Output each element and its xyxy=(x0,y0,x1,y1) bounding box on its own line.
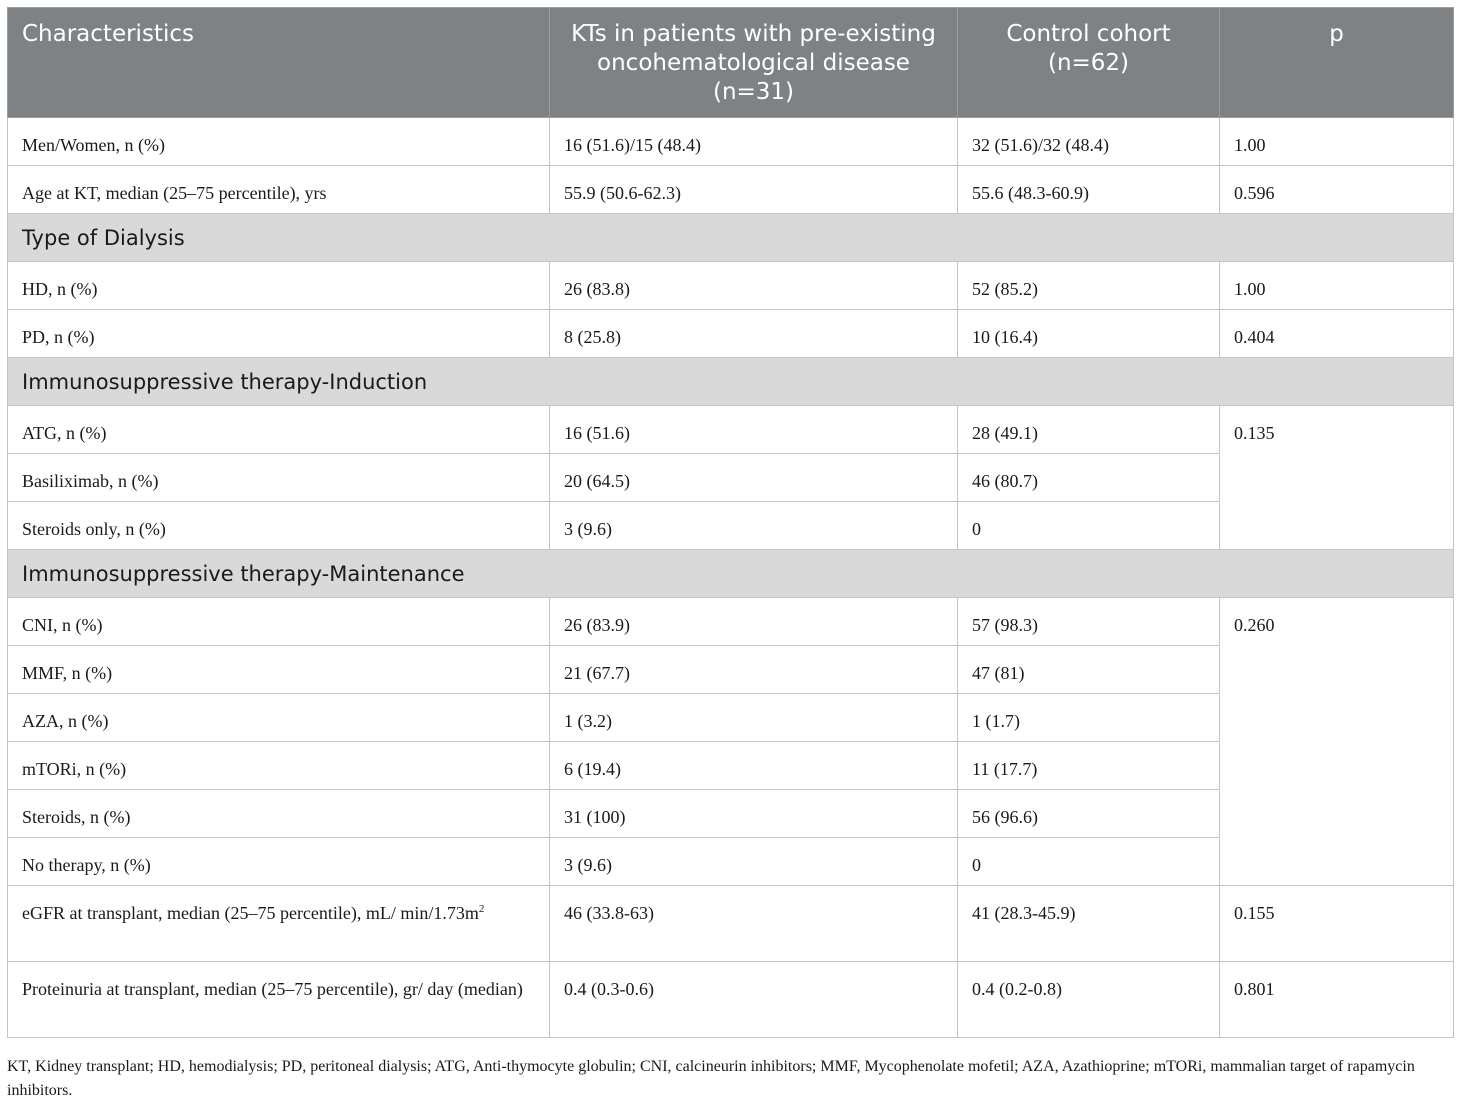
table-row xyxy=(8,166,1454,214)
table-cell: 46 (33.8-63) xyxy=(550,886,958,962)
section-heading: Immunosuppressive therapy-Induction xyxy=(8,358,1454,406)
p-value-cell-maintenance: 0.260 xyxy=(1220,598,1454,886)
column-header-characteristics: Characteristics xyxy=(8,8,550,118)
table-cell: 0.404 xyxy=(1220,310,1454,358)
table-cell: 52 (85.2) xyxy=(958,262,1220,310)
table-cell: Basiliximab, n (%) xyxy=(8,454,550,502)
table-cell: 6 (19.4) xyxy=(550,742,958,790)
table-cell: Men/Women, n (%) xyxy=(8,118,550,166)
table-cell: Proteinuria at transplant, median (25–75 percentile), gr/ day (median) xyxy=(8,962,550,1038)
table-row xyxy=(8,310,1454,358)
table-cell: 8 (25.8) xyxy=(550,310,958,358)
table-row xyxy=(8,118,1454,166)
egfr-label: eGFR at transplant, median (25–75 percentile), mL/ min/1.73m xyxy=(22,903,479,923)
table-cell: 11 (17.7) xyxy=(958,742,1220,790)
table-cell: Age at KT, median (25–75 percentile), yrs xyxy=(8,166,550,214)
table-row xyxy=(8,598,1454,646)
section-row-dialysis xyxy=(8,214,1454,262)
table-cell: 0.155 xyxy=(1220,886,1454,962)
table-cell: 1.00 xyxy=(1220,118,1454,166)
table-cell: 1 (3.2) xyxy=(550,694,958,742)
table-cell: 0 xyxy=(958,838,1220,886)
table-cell: 56 (96.6) xyxy=(958,790,1220,838)
table-cell: 10 (16.4) xyxy=(958,310,1220,358)
table-cell: 31 (100) xyxy=(550,790,958,838)
table-footnote: KT, Kidney transplant; HD, hemodialysis; PD, peritoneal dialysis; ATG, Anti-thymocyte globulin; CNI, calcineurin inhibitors; MMF, Mycophenolate mofetil; AZA, Azathioprine; mTORi, mammalian target of rapamycin inhibitors. xyxy=(7,1058,1415,1099)
table-cell: 0.596 xyxy=(1220,166,1454,214)
table-cell: 3 (9.6) xyxy=(550,502,958,550)
table-cell: No therapy, n (%) xyxy=(8,838,550,886)
header-row xyxy=(8,8,1454,118)
section-row-maintenance xyxy=(8,550,1454,598)
table-row xyxy=(8,962,1454,1038)
table-cell: ATG, n (%) xyxy=(8,406,550,454)
table-cell: 16 (51.6) xyxy=(550,406,958,454)
table-cell: MMF, n (%) xyxy=(8,646,550,694)
table-cell: 46 (80.7) xyxy=(958,454,1220,502)
table-cell: 0 xyxy=(958,502,1220,550)
table-cell: 0.4 (0.2-0.8) xyxy=(958,962,1220,1038)
table-cell: PD, n (%) xyxy=(8,310,550,358)
table-cell: AZA, n (%) xyxy=(8,694,550,742)
table-cell: 26 (83.9) xyxy=(550,598,958,646)
column-header-kt-cohort: KTs in patients with pre-existing oncohematological disease (n=31) xyxy=(550,8,958,118)
table-cell: 0.4 (0.3-0.6) xyxy=(550,962,958,1038)
table-cell: 26 (83.8) xyxy=(550,262,958,310)
table-cell: 47 (81) xyxy=(958,646,1220,694)
table-cell: 21 (67.7) xyxy=(550,646,958,694)
column-header-control-cohort: Control cohort (n=62) xyxy=(958,8,1220,118)
table-cell: 20 (64.5) xyxy=(550,454,958,502)
superscript: 2 xyxy=(478,903,485,915)
table-row xyxy=(8,406,1454,454)
table-cell: 1.00 xyxy=(1220,262,1454,310)
table-cell: HD, n (%) xyxy=(8,262,550,310)
table-cell: Steroids only, n (%) xyxy=(8,502,550,550)
table-row xyxy=(8,262,1454,310)
column-header-p: p xyxy=(1220,8,1454,118)
section-heading: Immunosuppressive therapy-Maintenance xyxy=(8,550,1454,598)
p-value-cell-induction: 0.135 xyxy=(1220,406,1454,550)
section-row-induction xyxy=(8,358,1454,406)
table-cell: 3 (9.6) xyxy=(550,838,958,886)
table-cell xyxy=(8,886,550,962)
section-heading: Type of Dialysis xyxy=(8,214,1454,262)
table-cell: Steroids, n (%) xyxy=(8,790,550,838)
table-cell: mTORi, n (%) xyxy=(8,742,550,790)
table-cell: 57 (98.3) xyxy=(958,598,1220,646)
table-cell: CNI, n (%) xyxy=(8,598,550,646)
table-cell: 16 (51.6)/15 (48.4) xyxy=(550,118,958,166)
table-row xyxy=(8,886,1454,962)
table-cell: 55.6 (48.3-60.9) xyxy=(958,166,1220,214)
table-cell: 32 (51.6)/32 (48.4) xyxy=(958,118,1220,166)
table-cell: 1 (1.7) xyxy=(958,694,1220,742)
table-cell: 0.801 xyxy=(1220,962,1454,1038)
table-cell: 28 (49.1) xyxy=(958,406,1220,454)
table-cell: 41 (28.3-45.9) xyxy=(958,886,1220,962)
characteristics-table xyxy=(7,7,1454,1038)
table-cell: 55.9 (50.6-62.3) xyxy=(550,166,958,214)
